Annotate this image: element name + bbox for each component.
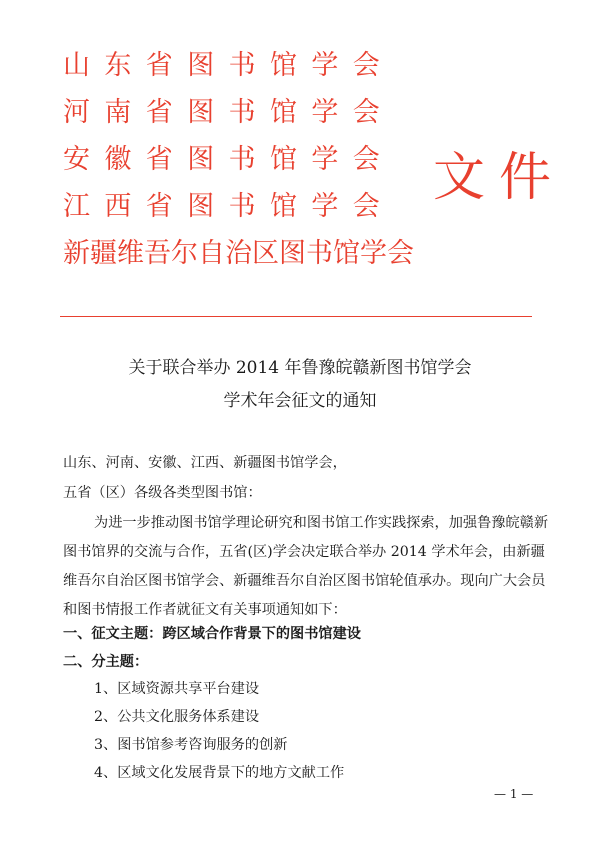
subtopic-item: 4、区域文化发展背景下的地方文献工作 [94, 765, 345, 781]
issuing-organizations [63, 50, 414, 287]
intro-line-3: 维吾尔自治区图书馆学会、新疆维吾尔自治区图书馆轮值承办。现向广大会员 [63, 573, 546, 589]
intro-line-4: 和图书情报工作者就征文有关事项通知如下： [63, 602, 347, 618]
document-title-line-2: 学术年会征文的通知 [223, 391, 377, 411]
issuer-jiangxi: 江西省图书馆学会 [63, 191, 395, 222]
subtopic-item: 1、区域资源共享平台建设 [94, 681, 260, 697]
section-heading-subtopics: 二、分主题： [63, 654, 149, 670]
intro-line-2: 图书馆界的交流与合作，五省(区)学会决定联合举办 2014 学术年会，由新疆 [63, 544, 545, 560]
issuer-anhui: 安徽省图书馆学会 [63, 144, 395, 175]
section-heading-theme: 一、征文主题：跨区域合作背景下的图书馆建设 [63, 626, 361, 642]
issuer-shandong: 山东省图书馆学会 [63, 50, 395, 81]
subtopic-item: 3、图书馆参考咨询服务的创新 [94, 737, 288, 753]
red-divider [60, 316, 532, 317]
issuer-henan: 河南省图书馆学会 [63, 97, 395, 128]
addressee-line-2: 五省（区）各级各类型图书馆： [63, 485, 262, 501]
document-mark: 文件 [433, 148, 566, 208]
subtopic-item: 2、公共文化服务体系建设 [94, 709, 260, 725]
issuer-xinjiang: 新疆维吾尔自治区图书馆学会 [63, 238, 414, 269]
page-number: — 1 — [494, 787, 534, 801]
document-title-line-1: 关于联合举办 2014 年鲁豫皖赣新图书馆学会 [128, 358, 472, 378]
intro-line-1: 为进一步推动图书馆学理论研究和图书馆工作实践探索，加强鲁豫皖赣新 [94, 515, 549, 531]
addressee-line-1: 山东、河南、安徽、江西、新疆图书馆学会， [63, 455, 347, 471]
